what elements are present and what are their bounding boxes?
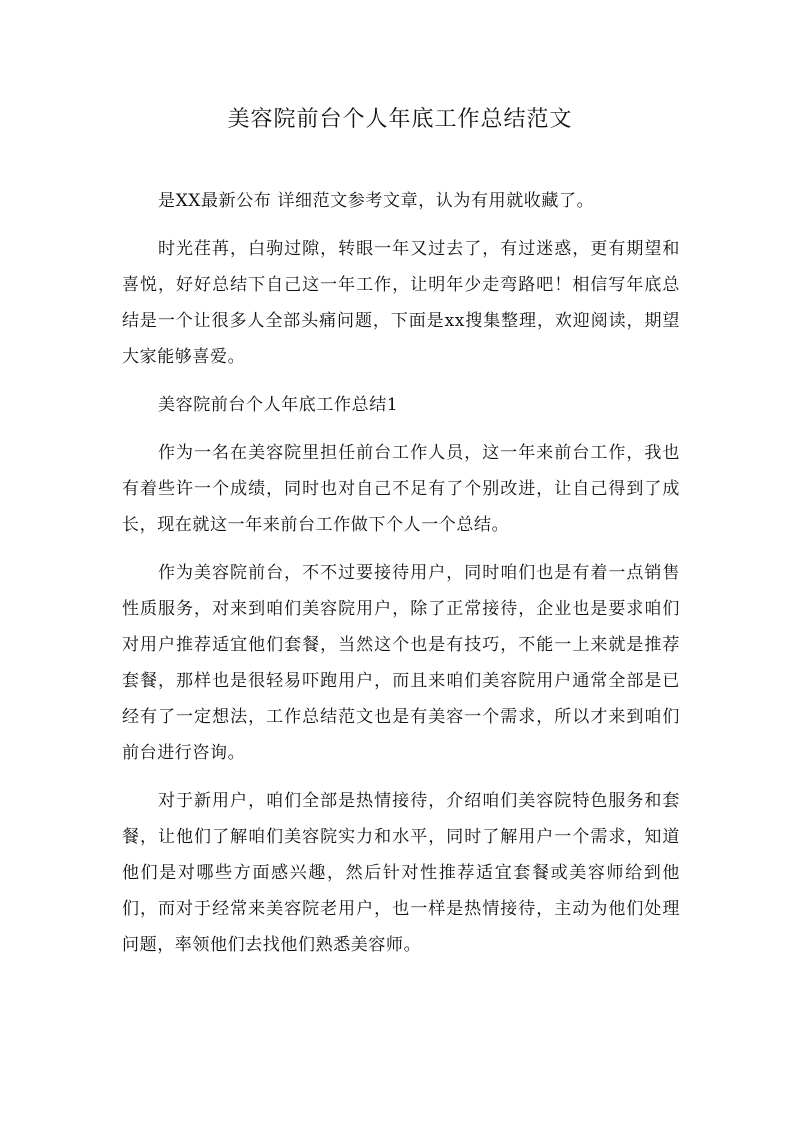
paragraph: 时光荏苒，白驹过隙，转眼一年又过去了，有过迷惑，更有期望和喜悦，好好总结下自己这一年工作，让明年少走弯路吧！相信写年底总结是一个让很多人全部头痛问题，下面是xx搜集整理，欢迎阅读，期望大家能够喜爱。 xyxy=(122,239,680,367)
intro-paragraph: 是XX最新公布 详细范文参考文章，认为有用就收藏了。 xyxy=(158,191,595,211)
paragraph: 对于新用户，咱们全部是热情接待，介绍咱们美容院特色服务和套餐，让他们了解咱们美容院实力和水平，同时了解用户一个需求，知道他们是对哪些方面感兴趣，然后针对性推荐适宜套餐或美容师给到他们，而对于经常来美容院老用户，也一样是热情接待，主动为他们处理问题，率领他们去找他们熟悉美容师。 xyxy=(122,791,680,955)
document-body xyxy=(122,183,680,975)
document-title: 美容院前台个人年底工作总结范文 xyxy=(227,107,573,132)
section-heading: 美容院前台个人年底工作总结1 xyxy=(158,395,399,415)
paragraph: 作为一名在美容院里担任前台工作人员，这一年来前台工作，我也有着些许一个成绩，同时也对自己不足有了个别改进，让自己得到了成长，现在就这一年来前台工作做下个人一个总结。 xyxy=(122,443,680,535)
paragraph: 作为美容院前台，不不过要接待用户，同时咱们也是有着一点销售性质服务，对来到咱们美容院用户，除了正常接待，企业也是要求咱们对用户推荐适宜他们套餐，当然这个也是有技巧，不能一上来就是推荐套餐，那样也是很轻易吓跑用户，而且来咱们美容院用户通常全部是已经有了一定想法，工作总结范文也是有美容一个需求，所以才来到咱们前台进行咨询。 xyxy=(122,563,680,763)
